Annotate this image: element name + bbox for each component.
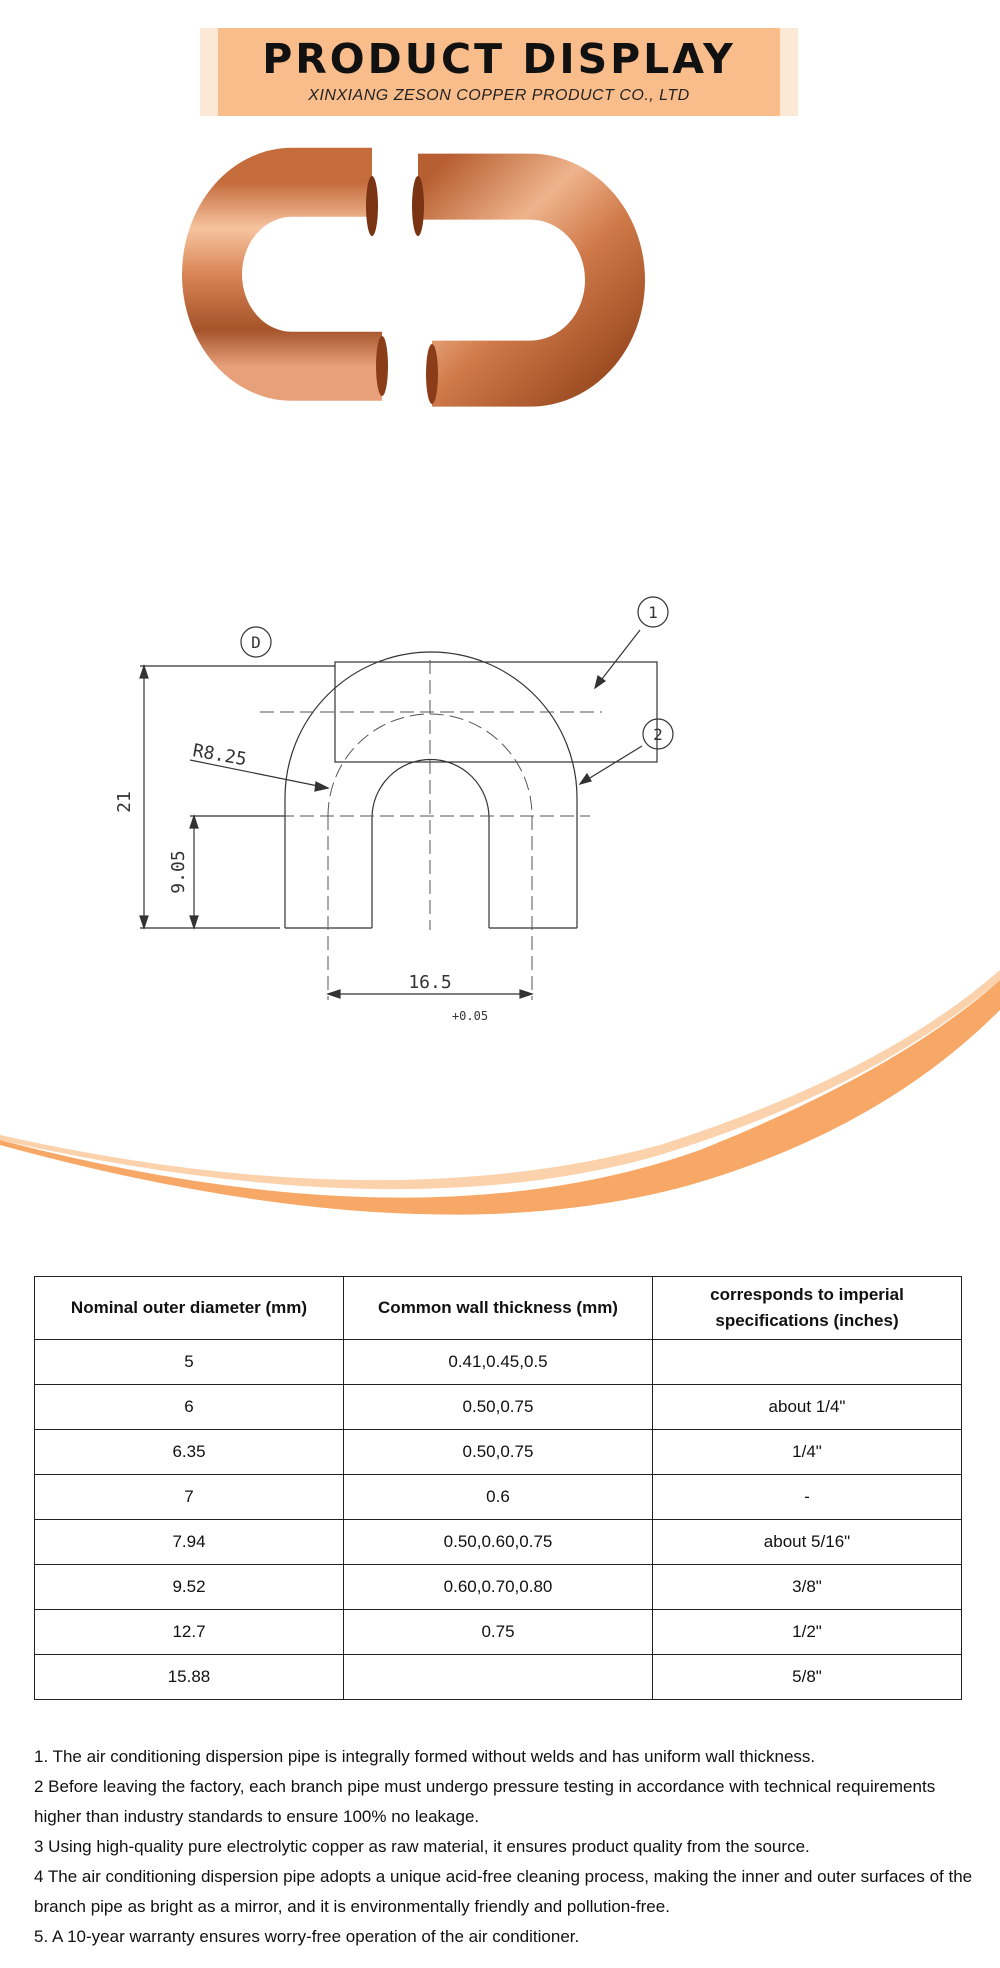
table-cell: 5 — [35, 1340, 344, 1385]
table-cell: about 1/4" — [653, 1385, 962, 1430]
note-item: 3 Using high-quality pure electrolytic copper as raw material, it ensures product quality from the source. — [34, 1837, 810, 1856]
table-cell: 0.6 — [344, 1475, 653, 1520]
outer-arc — [285, 652, 577, 798]
header-imperial-spec: corresponds to imperial specifications (inches) — [653, 1277, 962, 1340]
table-cell: 0.50,0.75 — [344, 1385, 653, 1430]
table-cell: 0.50,0.60,0.75 — [344, 1520, 653, 1565]
table-row — [35, 1610, 962, 1655]
table-header-row — [35, 1277, 962, 1340]
outer-legs — [285, 798, 577, 928]
header-outer-diameter: Nominal outer diameter (mm) — [35, 1277, 344, 1340]
table-cell: about 5/16" — [653, 1520, 962, 1565]
company-name: XINXIANG ZESON COPPER PRODUCT CO., LTD — [308, 87, 690, 104]
table-cell: 0.41,0.45,0.5 — [344, 1340, 653, 1385]
table-row — [35, 1340, 962, 1385]
table-row — [35, 1385, 962, 1430]
table-cell: - — [653, 1475, 962, 1520]
note-item: 2 Before leaving the factory, each branch pipe must undergo pressure testing in accordance with technical requirements higher than industry standards to ensure 100% no leakage. — [34, 1777, 936, 1826]
table-cell: 7 — [35, 1475, 344, 1520]
note-item: 5. A 10-year warranty ensures worry-free operation of the air conditioner. — [34, 1927, 580, 1946]
height-leg-label: 9.05 — [168, 850, 189, 894]
table-cell: 6 — [35, 1385, 344, 1430]
u-bend-left — [212, 176, 388, 396]
table-cell: 6.35 — [35, 1430, 344, 1475]
table-cell — [344, 1655, 653, 1700]
balloon-1-label: 1 — [648, 603, 658, 622]
table-cell — [653, 1340, 962, 1385]
table-cell: 5/8" — [653, 1655, 962, 1700]
table-cell: 7.94 — [35, 1520, 344, 1565]
table-cell: 0.50,0.75 — [344, 1430, 653, 1475]
table-cell: 1/2" — [653, 1610, 962, 1655]
header-wall-thickness: Common wall thickness (mm) — [344, 1277, 653, 1340]
table-cell: 9.52 — [35, 1565, 344, 1610]
table-cell: 12.7 — [35, 1610, 344, 1655]
page-title: PRODUCT DISPLAY — [262, 35, 736, 83]
decorative-swoosh — [0, 980, 1000, 1240]
note-item: 1. The air conditioning dispersion pipe is integrally formed without welds and has uniform wall thickness. — [34, 1747, 816, 1766]
table-row — [35, 1565, 962, 1610]
tolerance-label: +0.05 — [451, 1009, 489, 1023]
header-banner — [218, 28, 780, 116]
table-cell: 3/8" — [653, 1565, 962, 1610]
table-row — [35, 1430, 962, 1475]
u-bend-right — [412, 176, 615, 404]
table-cell: 15.88 — [35, 1655, 344, 1700]
table-row — [35, 1520, 962, 1565]
table-cell: 0.60,0.70,0.80 — [344, 1565, 653, 1610]
radius-label: R8.25 — [191, 740, 249, 771]
height-total-label: 21 — [114, 791, 135, 813]
table-cell: 1/4" — [653, 1430, 962, 1475]
spec-table — [34, 1276, 962, 1700]
table-row — [35, 1475, 962, 1520]
table-row — [35, 1655, 962, 1700]
width-label: 16.5 — [408, 972, 452, 993]
table-cell: 0.75 — [344, 1610, 653, 1655]
note-item: 4 The air conditioning dispersion pipe adopts a unique acid-free cleaning process, making the inner and outer surfaces of the branch pipe as bright as a mirror, and it is environmentally friendly and pollution-free. — [34, 1867, 973, 1916]
balloon-2-label: 2 — [653, 725, 663, 744]
balloon-d-label: D — [251, 633, 261, 652]
feature-notes — [34, 1742, 974, 1952]
product-photo — [200, 180, 800, 520]
